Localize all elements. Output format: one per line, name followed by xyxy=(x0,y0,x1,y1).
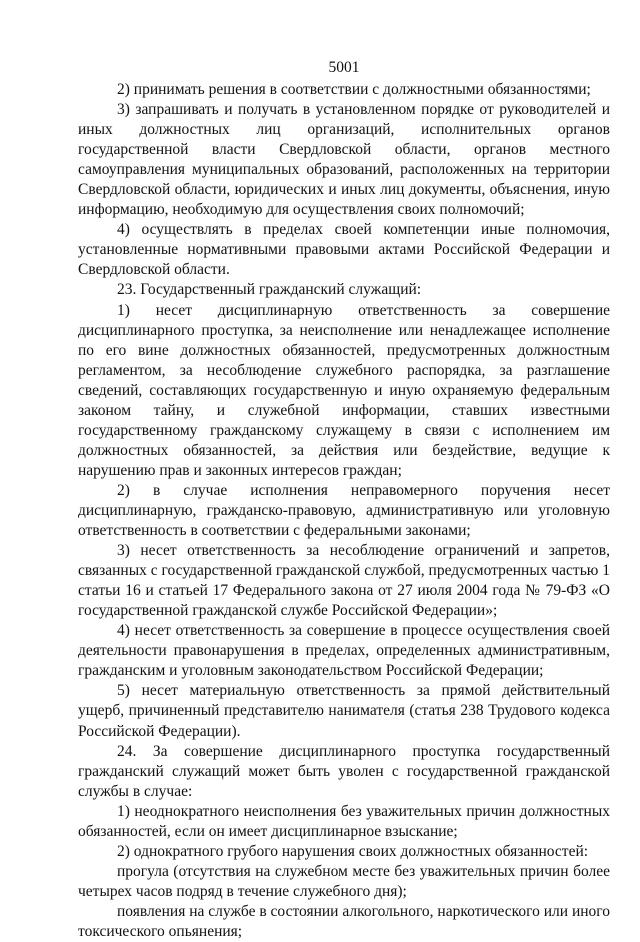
paragraph-absence: прогула (отсутствия на служебном месте без уважительных причин более четырех часов подряд в течение служебного дня); xyxy=(78,862,610,900)
document-page xyxy=(78,58,610,942)
paragraph-23-5-material: 5) несет материальную ответственность за прямой действительный ущерб, причиненный представителю нанимателя (статья 238 Трудового кодекса Российской Федерации). xyxy=(78,682,610,740)
paragraph-23-2-unlawful-order: 2) в случае исполнения неправомерного поручения несет дисциплинарную, гражданско-правовую, административную или уголовную ответственность в соответствии с федеральными законами; xyxy=(78,481,610,540)
paragraph-item-4-other-powers: 4) осуществлять в пределах своей компетенции иные полномочия, установленные нормативными правовыми актами Российской Федерации и Свердловской области. xyxy=(78,221,610,279)
paragraph-23-3-restrictions: 3) несет ответственность за несоблюдение ограничений и запретов, связанных с государственной гражданской службой, предусмотренных частью 1 статьи 16 и статьей 17 Федерального закона от 27 июля 2004 года № 79-ФЗ «О государственной гражданской службе Российской Федерации»; xyxy=(78,542,610,620)
paragraph-24-1-repeated: 1) неоднократного неисполнения без уважительных причин должностных обязанностей, если он имеет дисциплинарное взыскание; xyxy=(78,802,610,840)
section-23-heading: 23. Государственный гражданский служащий: xyxy=(117,281,422,299)
section-24-heading: 24. За совершение дисциплинарного проступка государственный гражданский служащий может быть уволен с государственной гражданской службы в случае: xyxy=(78,742,610,800)
paragraph-24-2-gross-violation: 2) однократного грубого нарушения своих должностных обязанностей: xyxy=(117,842,589,860)
paragraph-item-2-decisions: 2) принимать решения в соответствии с должностными обязанностями; xyxy=(117,81,591,98)
page-number: 5001 xyxy=(328,59,360,76)
paragraph-item-3-requests: 3) запрашивать и получать в установленном порядке от руководителей и иных должностных лиц организаций, исполнительных органов государственной власти Свердловской области, органов местного самоуправления муниципальных образований, расположенных на территории Свердловской области, юридических и иных лиц документы, объяснения, иную информацию, необходимую для осуществления своих полномочий; xyxy=(78,101,610,219)
paragraph-intoxication: появления на службе в состоянии алкогольного, наркотического или иного токсического опьянения; xyxy=(78,902,611,940)
paragraph-23-4-offenses: 4) несет ответственность за совершение в процессе осуществления своей деятельности правонарушения в пределах, определенных административным, гражданским и уголовным законодательством Российской Федерации; xyxy=(78,622,610,680)
paragraph-23-1-disciplinary: 1) несет дисциплинарную ответственность за совершение дисциплинарного проступка, за неисполнение или ненадлежащее исполнение по его вине должностных обязанностей, предусмотренных должностным регламентом, за несоблюдение служебного распорядка, за разглашение сведений, составляющих государственную и иную охраняемую федеральным законом тайну, и служебной информации, ставших известными государственному гражданскому служащему в связи с исполнением им должностных обязанностей, за действия или бездействие, ведущие к нарушению прав и законных интересов граждан; xyxy=(78,301,610,479)
